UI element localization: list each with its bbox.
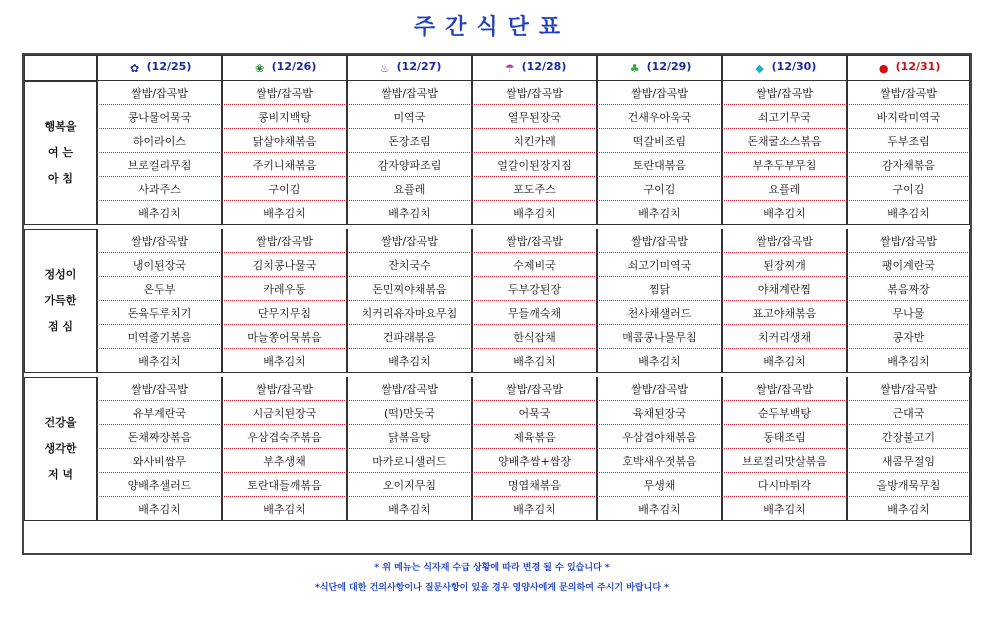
menu-item: 닭볶음탕: [347, 425, 472, 449]
menu-item: 순두부백탕: [722, 401, 847, 425]
menu-item: 얼갈이된장지짐: [472, 153, 597, 177]
menu-item: 부추두부무침: [722, 153, 847, 177]
menu-item: 콩나물어묵국: [97, 105, 222, 129]
menu-item: 포도주스: [472, 177, 597, 201]
menu-item: 쌀밥/잡곡밥: [222, 81, 347, 105]
day-label: (12/26): [271, 60, 317, 73]
day-header: [472, 55, 597, 81]
menu-item: (떡)만둣국: [347, 401, 472, 425]
menu-item: 김치콩나물국: [222, 253, 347, 277]
menu-item: 감자채볶음: [847, 153, 970, 177]
day-header: [347, 55, 472, 81]
menu-row: [24, 301, 970, 325]
menu-item: 쌀밥/잡곡밥: [472, 229, 597, 253]
menu-item: 우삼겹숙주볶음: [222, 425, 347, 449]
menu-item: 두부조림: [847, 129, 970, 153]
menu-item: 쌀밥/잡곡밥: [472, 81, 597, 105]
menu-item: 쌀밥/잡곡밥: [97, 377, 222, 401]
menu-item: 온두부: [97, 277, 222, 301]
day-header: [722, 55, 847, 81]
menu-table: [24, 55, 970, 521]
menu-item: 배추김치: [722, 201, 847, 225]
menu-item: 매콤콩나물무침: [597, 325, 722, 349]
menu-item: 돈장조림: [347, 129, 472, 153]
menu-item: 토란대볶음: [597, 153, 722, 177]
menu-item: 콩비지백탕: [222, 105, 347, 129]
menu-row: [24, 129, 970, 153]
meal-label-line: 행복을: [44, 120, 77, 133]
meal-label-line: 저 녁: [47, 468, 74, 481]
menu-item: 어묵국: [472, 401, 597, 425]
menu-item: 브로컬리무침: [97, 153, 222, 177]
menu-row: [24, 377, 970, 401]
menu-item: 요플레: [722, 177, 847, 201]
menu-item: 된장찌개: [722, 253, 847, 277]
menu-item: 배추김치: [222, 497, 347, 521]
menu-item: 돈민찌야채볶음: [347, 277, 472, 301]
day-label: (12/30): [771, 60, 817, 73]
menu-item: 배추김치: [722, 349, 847, 373]
menu-item: 표고야채볶음: [722, 301, 847, 325]
menu-item: 팽이계란국: [847, 253, 970, 277]
header-corner-cell: [24, 55, 97, 81]
meal-label: [24, 377, 97, 521]
menu-item: 마늘쫑어묵볶음: [222, 325, 347, 349]
menu-item: 쌀밥/잡곡밥: [472, 377, 597, 401]
menu-item: 배추김치: [597, 497, 722, 521]
menu-item: 근대국: [847, 401, 970, 425]
menu-row: [24, 401, 970, 425]
menu-item: 명엽채볶음: [472, 473, 597, 497]
menu-item: 건파래볶음: [347, 325, 472, 349]
note-inquiry: *식단에 대한 건의사항이나 질문사항이 있을 경우 영양사에게 문의하여 주시기 바랍니다 *: [315, 583, 669, 593]
meal-label-line: 가득한: [44, 294, 77, 307]
menu-item: 구이김: [222, 177, 347, 201]
menu-row: [24, 177, 970, 201]
rose-icon: ❀: [255, 62, 265, 75]
menu-item: 구이김: [847, 177, 970, 201]
menu-item: 육채된장국: [597, 401, 722, 425]
menu-item: 구이김: [597, 177, 722, 201]
menu-item: 찜닭: [597, 277, 722, 301]
menu-item: 단무지무침: [222, 301, 347, 325]
menu-item: 하이라이스: [97, 129, 222, 153]
menu-item: 간장불고기: [847, 425, 970, 449]
menu-item: 볶음짜장: [847, 277, 970, 301]
metal-icon: ◆: [755, 62, 764, 75]
menu-item: 토란대들깨볶음: [222, 473, 347, 497]
menu-item: 우삼겹야채볶음: [597, 425, 722, 449]
menu-item: 오이지무침: [347, 473, 472, 497]
menu-item: 쌀밥/잡곡밥: [847, 377, 970, 401]
menu-item: 천사채샐러드: [597, 301, 722, 325]
day-label: (12/27): [396, 60, 442, 73]
menu-row: [24, 425, 970, 449]
menu-item: 무나물: [847, 301, 970, 325]
menu-item: 냉이된장국: [97, 253, 222, 277]
day-label: (12/25): [146, 60, 192, 73]
menu-item: 닭살야채볶음: [222, 129, 347, 153]
menu-item: 양배추쌈+쌈장: [472, 449, 597, 473]
menu-item: 배추김치: [472, 349, 597, 373]
menu-item: 치킨카레: [472, 129, 597, 153]
earth-icon: ●: [878, 62, 889, 75]
menu-row: [24, 277, 970, 301]
menu-item: 쌀밥/잡곡밥: [847, 229, 970, 253]
menu-item: 배추김치: [347, 497, 472, 521]
menu-item: 치커리생채: [722, 325, 847, 349]
menu-item: 주키니채볶음: [222, 153, 347, 177]
menu-item: 유부계란국: [97, 401, 222, 425]
menu-item: 바지락미역국: [847, 105, 970, 129]
menu-row: [24, 229, 970, 253]
menu-item: 야채계란찜: [722, 277, 847, 301]
menu-item: 떡갈비조림: [597, 129, 722, 153]
menu-item: 배추김치: [722, 497, 847, 521]
menu-item: 호박새우젓볶음: [597, 449, 722, 473]
menu-row: [24, 497, 970, 521]
day-label: (12/31): [895, 60, 941, 73]
menu-item: 배추김치: [97, 497, 222, 521]
menu-item: 새콤무절임: [847, 449, 970, 473]
menu-item: 감자양파조림: [347, 153, 472, 177]
menu-item: 배추김치: [847, 349, 970, 373]
menu-item: 돈채굴소스볶음: [722, 129, 847, 153]
menu-item: 사과주스: [97, 177, 222, 201]
menu-item: 쇠고기무국: [722, 105, 847, 129]
menu-item: 쌀밥/잡곡밥: [722, 81, 847, 105]
menu-item: 열무된장국: [472, 105, 597, 129]
water-icon: ☂: [504, 62, 515, 75]
menu-row: [24, 253, 970, 277]
menu-item: 올방개묵무침: [847, 473, 970, 497]
menu-item: 건새우아욱국: [597, 105, 722, 129]
day-label: (12/29): [646, 60, 692, 73]
meal-label: [24, 229, 97, 373]
menu-item: 양배추샐러드: [97, 473, 222, 497]
menu-item: 배추김치: [97, 349, 222, 373]
menu-item: 배추김치: [347, 201, 472, 225]
menu-item: 배추김치: [472, 497, 597, 521]
page-title: 주간식단표: [413, 15, 571, 40]
clover-icon: ✿: [130, 62, 140, 75]
menu-item: 쌀밥/잡곡밥: [347, 81, 472, 105]
menu-item: 배추김치: [597, 349, 722, 373]
meal-label-line: 여 는: [47, 146, 74, 159]
menu-item: 와사비쌈무: [97, 449, 222, 473]
menu-item: 미역국: [347, 105, 472, 129]
menu-item: 콩자반: [847, 325, 970, 349]
menu-item: 배추김치: [347, 349, 472, 373]
meal-label-line: 건강을: [44, 416, 77, 429]
menu-item: 배추김치: [847, 497, 970, 521]
menu-item: 한식잡채: [472, 325, 597, 349]
menu-row: [24, 81, 970, 105]
menu-item: 쌀밥/잡곡밥: [597, 377, 722, 401]
menu-item: 카레우동: [222, 277, 347, 301]
menu-item: 배추김치: [222, 201, 347, 225]
menu-item: 쌀밥/잡곡밥: [347, 229, 472, 253]
menu-item: 쌀밥/잡곡밥: [222, 377, 347, 401]
menu-item: 무들깨숙채: [472, 301, 597, 325]
day-header: [597, 55, 722, 81]
menu-item: 브로컬리맛살볶음: [722, 449, 847, 473]
day-header: [847, 55, 970, 81]
meal-label-line: 점 심: [47, 320, 74, 333]
menu-item: 요플레: [347, 177, 472, 201]
menu-row: [24, 201, 970, 225]
menu-item: 시금치된장국: [222, 401, 347, 425]
menu-item: 배추김치: [472, 201, 597, 225]
fire-icon: ♨: [379, 62, 390, 75]
meal-label-line: 아 침: [47, 172, 74, 185]
day-header: [97, 55, 222, 81]
menu-item: 치커리유자마요무침: [347, 301, 472, 325]
meal-label-line: 생각한: [44, 442, 77, 455]
menu-item: 미역줄기볶음: [97, 325, 222, 349]
menu-item: 무생채: [597, 473, 722, 497]
menu-item: 쌀밥/잡곡밥: [222, 229, 347, 253]
menu-item: 부추생채: [222, 449, 347, 473]
menu-item: 쌀밥/잡곡밥: [847, 81, 970, 105]
day-header: [222, 55, 347, 81]
menu-item: 쌀밥/잡곡밥: [722, 229, 847, 253]
menu-item: 배추김치: [597, 201, 722, 225]
menu-item: 잔치국수: [347, 253, 472, 277]
menu-item: 두부강된장: [472, 277, 597, 301]
menu-item: 배추김치: [97, 201, 222, 225]
menu-row: [24, 349, 970, 373]
menu-item: 마카로니샐러드: [347, 449, 472, 473]
menu-item: 쌀밥/잡곡밥: [597, 229, 722, 253]
header-row: [24, 55, 970, 81]
menu-row: [24, 105, 970, 129]
menu-item: 동태조림: [722, 425, 847, 449]
meal-label: [24, 81, 97, 225]
day-label: (12/28): [521, 60, 567, 73]
menu-item: 다시마튀각: [722, 473, 847, 497]
menu-item: 수제비국: [472, 253, 597, 277]
menu-item: 돈채짜장볶음: [97, 425, 222, 449]
menu-item: 쌀밥/잡곡밥: [722, 377, 847, 401]
menu-row: [24, 473, 970, 497]
note-supply: * 위 메뉴는 식자재 수급 상황에 따라 변경 될 수 있습니다 *: [374, 563, 610, 573]
menu-row: [24, 449, 970, 473]
menu-item: 쌀밥/잡곡밥: [97, 81, 222, 105]
meal-label-line: 정성이: [44, 268, 77, 281]
menu-row: [24, 325, 970, 349]
menu-item: 돈육두루치기: [97, 301, 222, 325]
menu-item: 배추김치: [847, 201, 970, 225]
menu-item: 쌀밥/잡곡밥: [347, 377, 472, 401]
menu-item: 쌀밥/잡곡밥: [597, 81, 722, 105]
menu-item: 배추김치: [222, 349, 347, 373]
menu-item: 쇠고기미역국: [597, 253, 722, 277]
tree-icon: ♣: [629, 62, 640, 75]
menu-item: 쌀밥/잡곡밥: [97, 229, 222, 253]
menu-item: 제육볶음: [472, 425, 597, 449]
menu-row: [24, 153, 970, 177]
